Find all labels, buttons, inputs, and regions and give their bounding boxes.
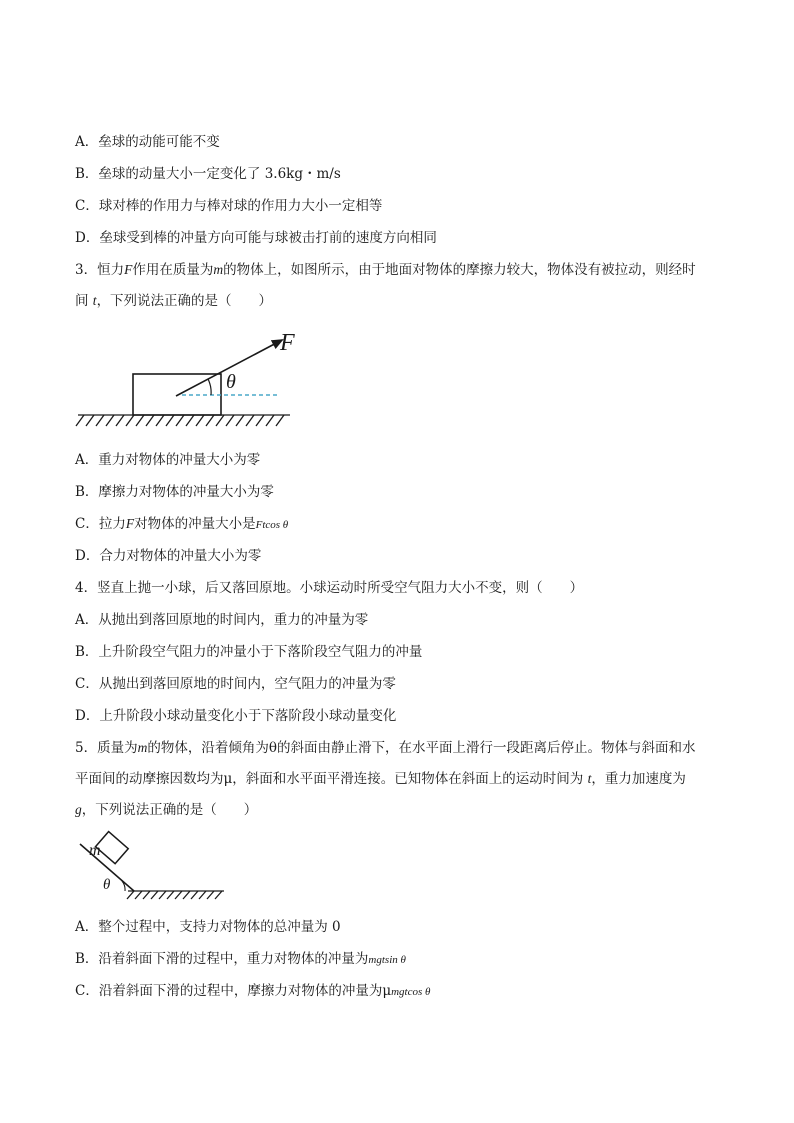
- q2-option-b: B．垒球的动量大小一定变化了 3.6kg・m/s: [75, 166, 341, 182]
- q2-option-c: C．球对棒的作用力与棒对球的作用力大小一定相等: [75, 198, 383, 214]
- q3-stem-line2: 间 t，下列说法正确的是（ ）: [75, 293, 273, 309]
- q5-stem-line1: 5．质量为m的物体，沿着倾角为θ的斜面由静止滑下，在水平面上滑行一段距离后停止。物体与斜面和水: [75, 740, 696, 756]
- q4-option-a: A．从抛出到落回原地的时间内，重力的冲量为零: [75, 612, 369, 628]
- q3-stem-line1: 3．恒力F作用在质量为m的物体上，如图所示，由于地面对物体的摩擦力较大，物体没有被拉动，则经时: [75, 262, 696, 278]
- q5-option-b: B．沿着斜面下滑的过程中，重力对物体的冲量为mgtsin θ: [75, 951, 406, 967]
- q3-option-b: B．摩擦力对物体的冲量大小为零: [75, 484, 274, 500]
- q5-stem-line2: 平面间的动摩擦因数均为μ，斜面和水平面平滑连接。已知物体在斜面上的运动时间为 t，重力加速度为: [75, 771, 686, 787]
- ground-hatching: [76, 415, 290, 426]
- q5-option-c: C．沿着斜面下滑的过程中，摩擦力对物体的冲量为μmgtcos θ: [75, 983, 431, 999]
- q2-option-a: A．垒球的动能可能不变: [75, 134, 220, 150]
- q4-option-d: D．上升阶段小球动量变化小于下落阶段小球动量变化: [75, 708, 397, 724]
- block: [133, 374, 221, 415]
- q3-option-d: D．合力对物体的冲量大小为零: [75, 548, 262, 564]
- q4-option-c: C．从抛出到落回原地的时间内，空气阻力的冲量为零: [75, 676, 396, 692]
- q4-stem: 4．竖直上抛一小球，后又落回原地。小球运动时所受空气阻力大小不变，则（ ）: [75, 580, 584, 596]
- q3-option-a: A．重力对物体的冲量大小为零: [75, 452, 261, 468]
- angle-label: θ: [226, 371, 236, 393]
- incline-angle-label: θ: [103, 877, 111, 893]
- q5-option-a: A．整个过程中，支持力对物体的总冲量为 0: [75, 919, 341, 935]
- force-label: F: [280, 330, 295, 356]
- q5-incline-figure: [70, 830, 240, 906]
- q2-option-d: D．垒球受到棒的冲量方向可能与球被击打前的速度方向相同: [75, 230, 437, 246]
- incline-ground-hatching: [127, 891, 224, 899]
- mass-label: m: [89, 842, 101, 859]
- q3-force-figure: [70, 322, 310, 434]
- angle-arc: [208, 379, 211, 395]
- q4-option-b: B．上升阶段空气阻力的冲量小于下落阶段空气阻力的冲量: [75, 644, 423, 660]
- q5-stem-line3: g，下列说法正确的是（ ）: [75, 802, 258, 818]
- q3-option-c: C．拉力F对物体的冲量大小是Ftcos θ: [75, 516, 289, 532]
